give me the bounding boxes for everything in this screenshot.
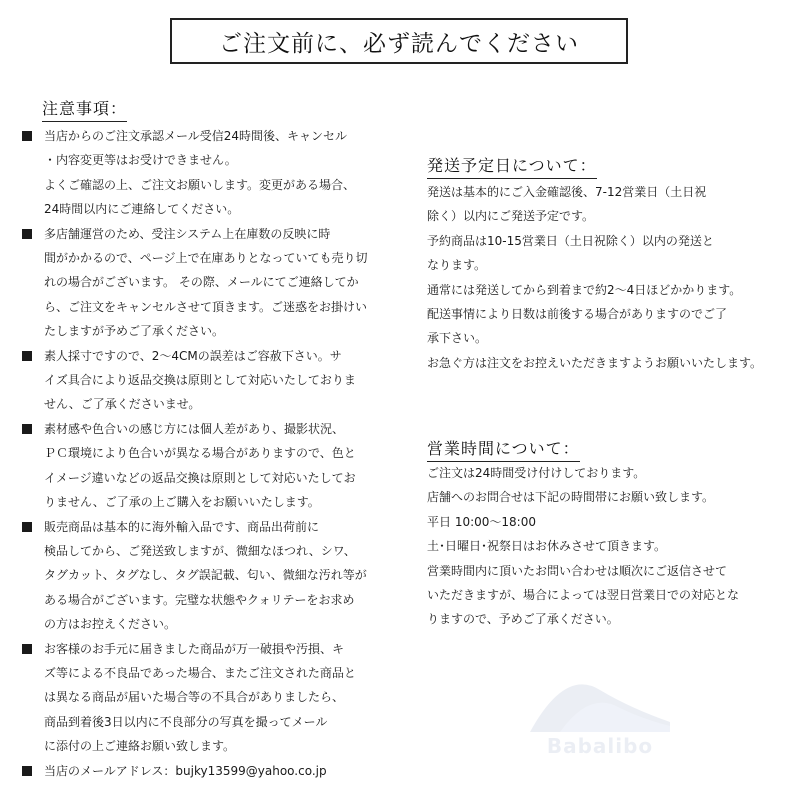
- notes-line: 販売商品は基本的に海外輸入品です、商品出荷前に: [44, 519, 320, 534]
- notes-item: [22, 344, 372, 417]
- square-bullet-icon: [22, 522, 32, 532]
- shipping-line: なります。: [427, 258, 487, 273]
- notes-line: 商品到着後3日以内に不良部分の写真を撮ってメール: [44, 714, 328, 729]
- hours-line: ご注文は24時間受け付けしております。: [427, 466, 646, 480]
- notes-line: ら、ご注文をキャンセルさせて頂きます。ご迷惑をお掛けい: [44, 299, 368, 314]
- notes-item: [22, 222, 372, 344]
- notes-line: 素人採寸ですので、2～4CMの誤差はご容赦下さい。サ: [44, 348, 342, 363]
- store-email: 当店のメールアドレス：bujky13599@yahoo.co.jp: [44, 763, 327, 778]
- square-bullet-icon: [22, 229, 32, 239]
- mountain-logo-icon: [520, 660, 680, 740]
- notes-item: [22, 515, 372, 637]
- notes-list: [22, 124, 372, 783]
- hours-line: りますので、予めご了承ください。: [427, 612, 619, 627]
- notes-line: ・内容変更等はお受けできません。: [44, 153, 237, 168]
- notes-line: に添付の上ご連絡お願い致します。: [44, 739, 236, 754]
- hours-line: いただきますが、場合によっては翌日営業日での対応とな: [427, 588, 740, 603]
- notes-line: の方はお控えください。: [44, 617, 177, 632]
- notes-line: りません、ご了承の上ご購入をお願いいたします。: [44, 495, 320, 510]
- shipping-line: お急ぐ方は注文をお控えいただきますようお願いいたします。: [427, 355, 763, 370]
- notes-line: 検品してから、ご発送致しますが、微細なほつれ、シワ、: [44, 543, 356, 558]
- shipping-line: 通常には発送してから到着まで約2～4日ほどかかります。: [427, 282, 742, 297]
- square-bullet-icon: [22, 644, 32, 654]
- notes-item: [22, 417, 372, 515]
- hours-section: [427, 461, 777, 632]
- notes-item-email: [22, 759, 372, 783]
- notes-line: イメージ違いなどの返品交換は原則として対応いたしてお: [44, 470, 356, 485]
- watermark-text: Babalibo: [546, 734, 654, 758]
- hours-line: 土･日曜日･祝祭日はお休みさせて頂きます。: [427, 539, 667, 554]
- notes-line: よくご確認の上、ご注文お願いします。変更がある場合、: [44, 177, 356, 192]
- hours-line: 平日 10:00～18:00: [427, 514, 536, 529]
- notes-line: ＰＣ環境により色合いが異なる場合がありますので、色と: [44, 446, 356, 461]
- square-bullet-icon: [22, 131, 32, 141]
- shipping-line: 除く）以内にご発送予定です。: [427, 209, 595, 224]
- notes-line: ある場合がございます。完璧な状態やクォリテーをお求め: [44, 592, 355, 607]
- shipping-line: 承下さい。: [427, 331, 488, 346]
- watermark-logo: [520, 660, 680, 760]
- hours-line: 営業時間内に頂いたお問い合わせは順次にご返信させて: [427, 563, 728, 578]
- shipping-heading: 発送予定日について：: [427, 153, 597, 179]
- notes-line: 当店からのご注文承認メール受信24時間後、キャンセル: [44, 129, 348, 143]
- notes-line: は異なる商品が届いた場合等の不具合がありましたら、: [44, 690, 345, 705]
- notes-line: タグカット、タグなし、タグ誤記載、匂い、微細な汚れ等が: [44, 568, 367, 583]
- notes-heading: 注意事項：: [42, 96, 127, 122]
- notes-line: れの場合がございます。 その際、メールにてご連絡してか: [44, 275, 359, 290]
- shipping-line: 発送は基本的にご入金確認後、7-12営業日（土日祝: [427, 185, 707, 199]
- shipping-line: 配送事情により日数は前後する場合がありますのでご了: [427, 307, 728, 322]
- square-bullet-icon: [22, 424, 32, 434]
- shipping-line: 予約商品は10-15営業日（土日祝除く）以内の発送と: [427, 233, 714, 248]
- notes-line: ズ等による不良品であった場合、またご注文された商品と: [44, 665, 356, 680]
- notes-line: 24時間以内にご連絡してください。: [44, 202, 240, 217]
- notes-line: たしますが予めご了承ください。: [44, 324, 225, 339]
- notes-line: お客様のお手元に届きました商品が万一破損や汚損、キ: [44, 641, 345, 656]
- notes-line: 素材感や色合いの感じ方には個人差があり、撮影状況、: [44, 421, 345, 436]
- notes-line: 間がかかるので、ページ上で在庫ありとなっていても売り切: [44, 251, 368, 266]
- notes-line: イズ具合により返品交換は原則として対応いたしておりま: [44, 373, 356, 388]
- notes-item: [22, 124, 372, 222]
- hours-line: 店舗へのお問合せは下記の時間帯にお願い致します。: [427, 490, 715, 505]
- notes-line: 多店舗運営のため、受注システム上在庫数の反映に時: [44, 226, 331, 241]
- notes-item: [22, 637, 372, 759]
- shipping-section: [427, 180, 777, 375]
- hours-heading: 営業時間について：: [427, 436, 580, 462]
- notes-line: せん、ご了承くださいませ。: [44, 397, 201, 412]
- page-title: ご注文前に、必ず読んでください: [170, 18, 628, 64]
- square-bullet-icon: [22, 351, 32, 361]
- square-bullet-icon: [22, 766, 32, 776]
